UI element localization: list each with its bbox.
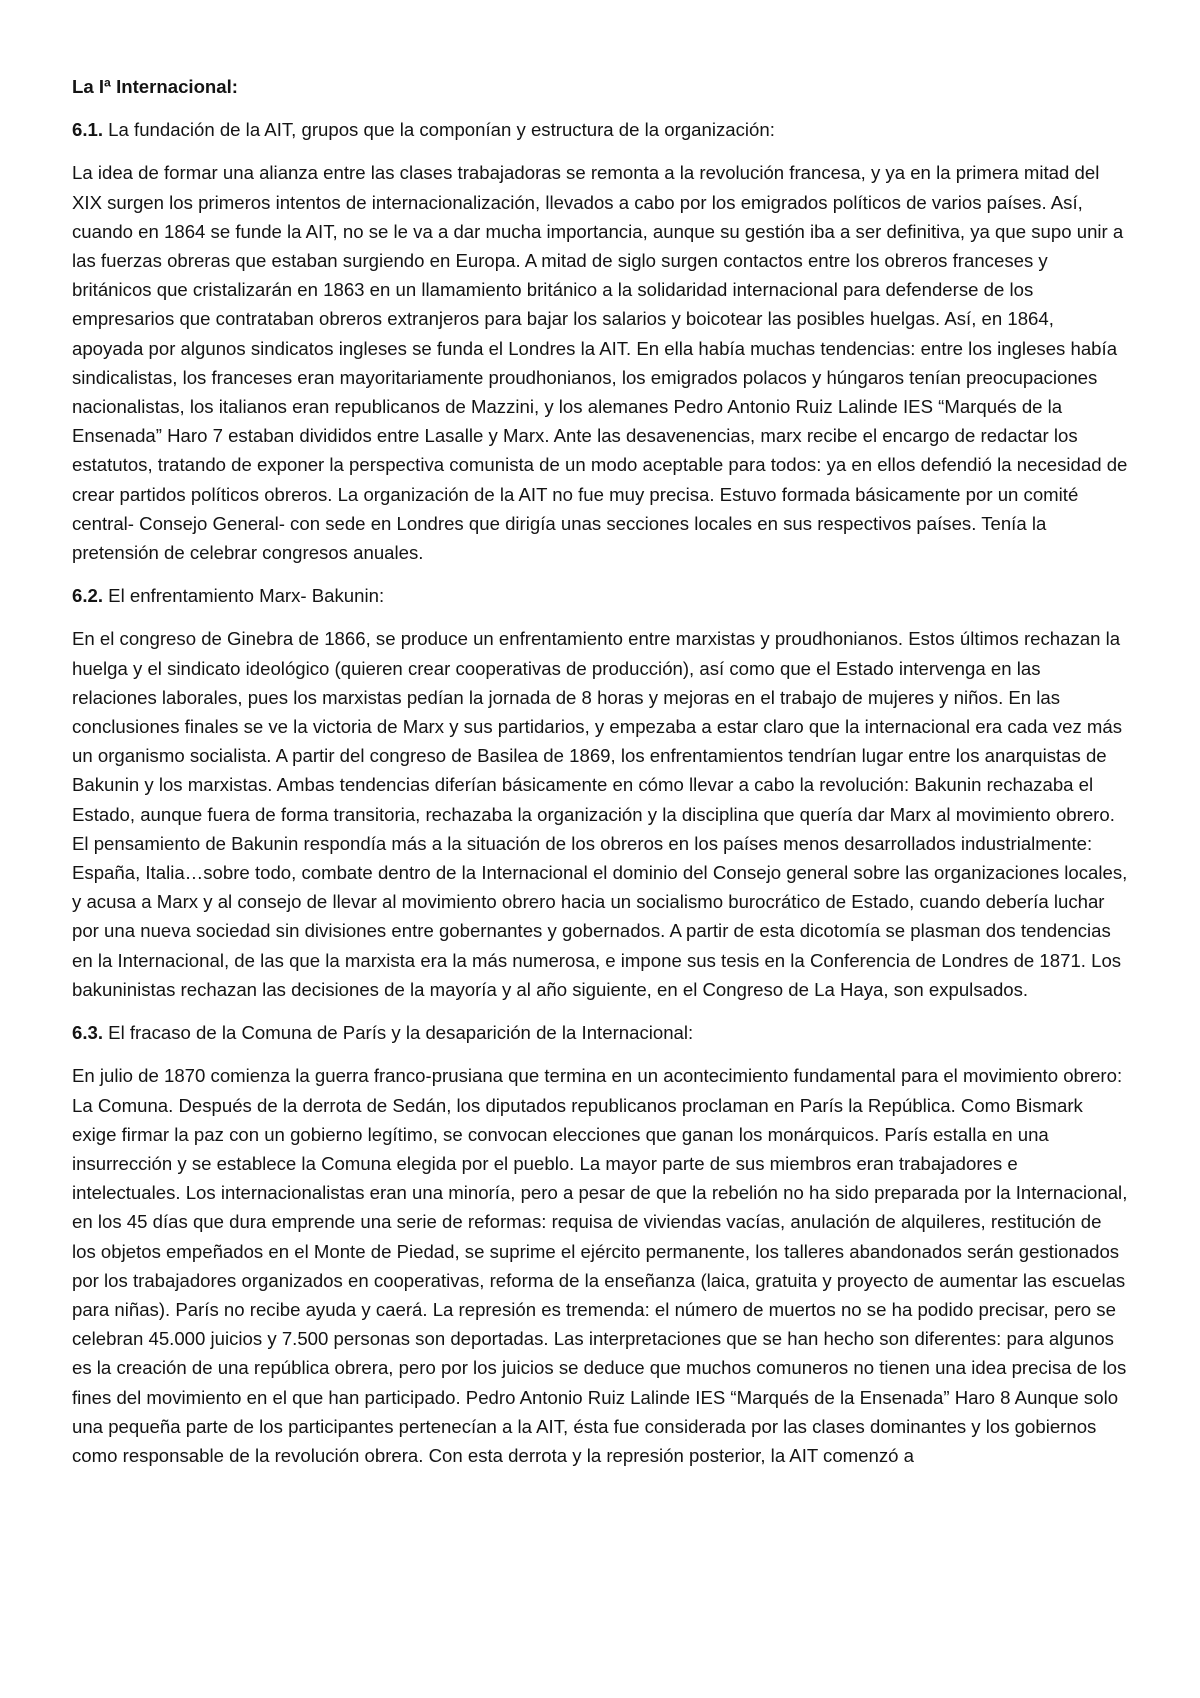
- section-number: 6.3.: [72, 1022, 104, 1044]
- section-paragraph: En el congreso de Ginebra de 1866, se produce un enfrentamiento entre marxistas y proudhonianos. Estos últimos rechazan la huelga y el sindicato ideológico (quieren crear cooperativas de producción), así como que el Estado intervenga en las relaciones laborales, pues los marxistas pedían la jornada de 8 horas y mejoras en el trabajo de mujeres y niños. En las conclusiones finales se ve la victoria de Marx y sus partidarios, y empezaba a estar claro que la internacional era cada vez más un organismo socialista. A partir del congreso de Basilea de 1869, los enfrentamientos tendrían lugar entre los anarquistas de Bakunin y los marxistas. Ambas tendencias diferían básicamente en cómo llevar a cabo la revolución: Bakunin rechazaba el Estado, aunque fuera de forma transitoria, rechazaba la organización y la disciplina que quería dar Marx al movimiento obrero. El pensamiento de Bakunin respondía más a la situación de los obreros en los países menos desarrollados industrialmente: España, Italia…sobre todo, combate dentro de la Internacional el dominio del Consejo general sobre las organizaciones locales, y acusa a Marx y al consejo de llevar al movimiento obrero hacia un socialismo burocrático de Estado, cuando debería luchar por una nueva sociedad sin divisiones entre gobernantes y gobernados. A partir de esta dicotomía se plasman dos tendencias en la Internacional, de las que la marxista era la más numerosa, e impone sus tesis en la Conferencia de Londres de 1871. Los bakuninistas rechazan las decisiones de la mayoría y al año siguiente, en el Congreso de La Haya, son expulsados.: [72, 628, 1128, 1000]
- section-commune: [72, 1018, 1128, 1470]
- section-heading: [72, 581, 1128, 610]
- section-foundation: [72, 115, 1128, 567]
- section-heading-text: El fracaso de la Comuna de París y la desaparición de la Internacional:: [103, 1022, 694, 1044]
- section-paragraph: La idea de formar una alianza entre las clases trabajadoras se remonta a la revolución francesa, y ya en la primera mitad del XIX surgen los primeros intentos de internacionalización, llevados a cabo por los emigrados políticos de varios países. Así, cuando en 1864 se funde la AIT, no se le va a dar mucha importancia, aunque su gestión iba a ser definitiva, ya que supo unir a las fuerzas obreras que estaban surgiendo en Europa. A mitad de siglo surgen contactos entre los obreros franceses y británicos que cristalizarán en 1863 en un llamamiento británico a la solidaridad internacional para defenderse de los empresarios que contrataban obreros extranjeros para bajar los salarios y boicotear las posibles huelgas. Así, en 1864, apoyada por algunos sindicatos ingleses se funda el Londres la AIT. En ella había muchas tendencias: entre los ingleses había sindicalistas, los franceses eran mayoritariamente proudhonianos, los emigrados polacos y húngaros tenían preocupaciones nacionalistas, los italianos eran republicanos de Mazzini, y los alemanes Pedro Antonio Ruiz Lalinde IES “Marqués de la Ensenada” Haro 7 estaban divididos entre Lasalle y Marx. Ante las desavenencias, marx recibe el encargo de redactar los estatutos, tratando de exponer la perspectiva comunista de un modo aceptable para todos: ya en ellos defendió la necesidad de crear partidos políticos obreros. La organización de la AIT no fue muy precisa. Estuvo formada básicamente por un comité central- Consejo General- con sede en Londres que dirigía unas secciones locales en sus respectivos países. Tenía la pretensión de celebrar congresos anuales.: [72, 162, 1128, 564]
- section-number: 6.1.: [72, 119, 104, 141]
- section-heading-text: El enfrentamiento Marx- Bakunin:: [103, 585, 385, 607]
- section-heading: [72, 115, 1128, 144]
- section-heading: [72, 1018, 1128, 1047]
- section-paragraph: En julio de 1870 comienza la guerra franco-prusiana que termina en un acontecimiento fundamental para el movimiento obrero: La Comuna. Después de la derrota de Sedán, los diputados republicanos proclaman en París la República. Como Bismark exige firmar la paz con un gobierno legítimo, se convocan elecciones que ganan los monárquicos. París estalla en una insurrección y se establece la Comuna elegida por el pueblo. La mayor parte de sus miembros eran trabajadores e intelectuales. Los internacionalistas eran una minoría, pero a pesar de que la rebelión no ha sido preparada por la Internacional, en los 45 días que dura emprende una serie de reformas: requisa de viviendas vacías, anulación de alquileres, restitución de los objetos empeñados en el Monte de Piedad, se suprime el ejército permanente, los talleres abandonados serán gestionados por los trabajadores organizados en cooperativas, reforma de la enseñanza (laica, gratuita y proyecto de aumentar las escuelas para niñas). París no recibe ayuda y caerá. La represión es tremenda: el número de muertos no se ha podido precisar, pero se celebran 45.000 juicios y 7.500 personas son deportadas. Las interpretaciones que se han hecho son diferentes: para algunos es la creación de una república obrera, pero por los juicios se deduce que muchos comuneros no tienen una idea precisa de los fines del movimiento en el que han participado. Pedro Antonio Ruiz Lalinde IES “Marqués de la Ensenada” Haro 8 Aunque solo una pequeña parte de los participantes pertenecían a la AIT, ésta fue considerada por las clases dominantes y los gobiernos como responsable de la revolución obrera. Con esta derrota y la represión posterior, la AIT comenzó a: [72, 1065, 1128, 1466]
- document-title: La Iª Internacional:: [72, 76, 238, 97]
- section-number: 6.2.: [72, 585, 104, 607]
- section-heading-text: La fundación de la AIT, grupos que la componían y estructura de la organización:: [103, 119, 775, 141]
- section-marx-bakunin: [72, 581, 1128, 1004]
